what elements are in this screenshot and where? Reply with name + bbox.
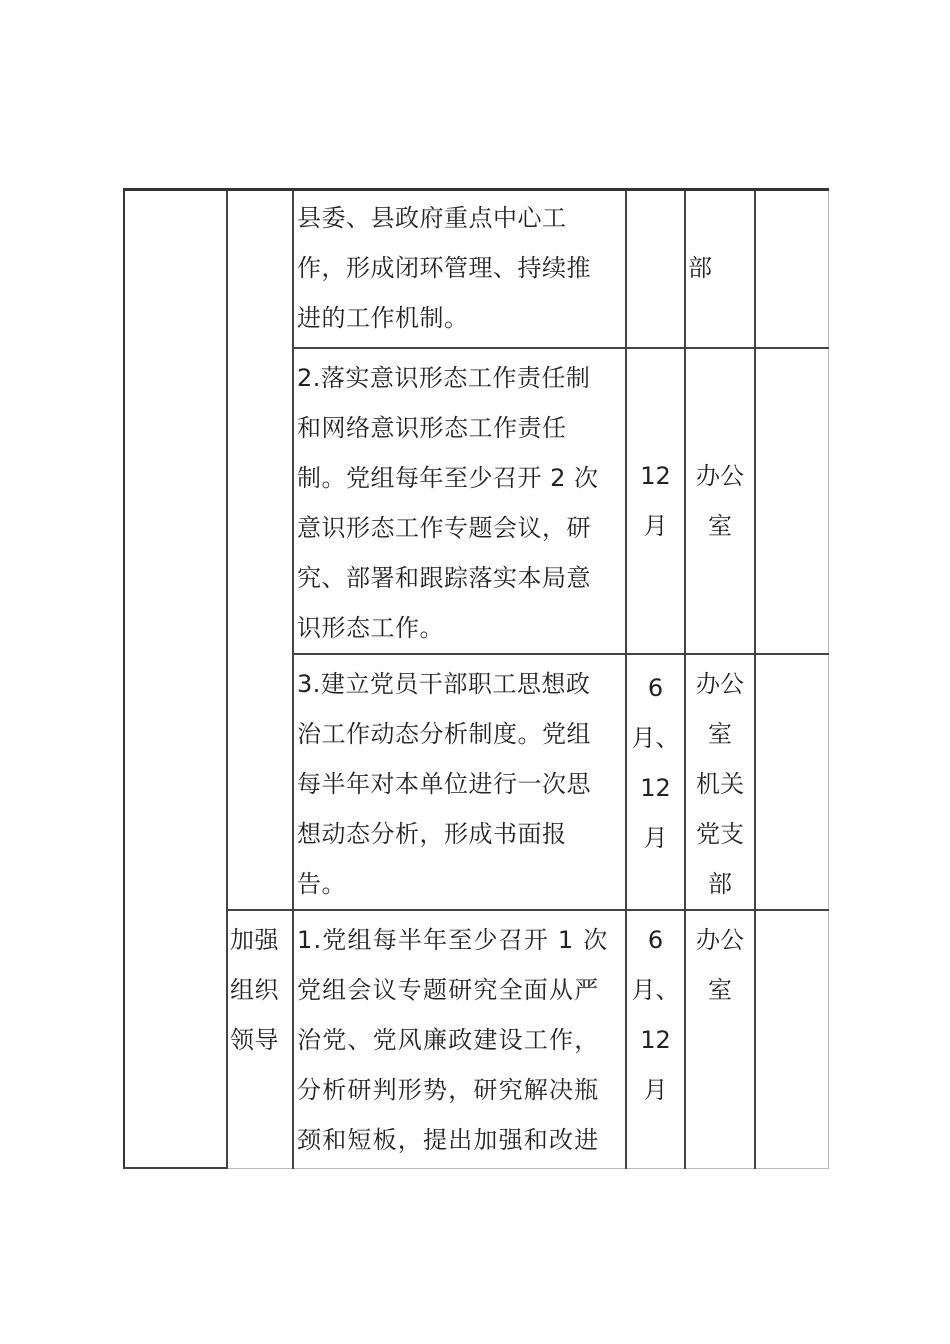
dept-line: 室 (708, 719, 732, 748)
time-cell (626, 348, 685, 654)
content-line: 制。党组每年至少召开 2 次 (297, 463, 599, 492)
notes-cell (755, 910, 828, 1169)
time-cell (626, 654, 685, 910)
content-line: 想动态分析，形成书面报 (297, 819, 567, 848)
time-line: 月、 (631, 723, 680, 752)
time-line: 月 (643, 511, 668, 540)
content-line: 颈和短板，提出加强和改进 (297, 1125, 600, 1154)
content-cell (293, 654, 626, 910)
content-line: 1.党组每半年至少召开 1 次 (297, 925, 609, 954)
dept-cell (685, 910, 755, 1169)
dept-line: 办公 (696, 925, 744, 954)
time-line: 月 (643, 1075, 668, 1104)
time-line: 月、 (631, 975, 680, 1004)
dept-line: 部 (708, 869, 732, 898)
content-line: 县委、县政府重点中心工 (297, 204, 567, 232)
content-line: 意识形态工作专题会议，研 (297, 513, 591, 542)
notes-cell (755, 654, 828, 910)
dept-line: 机关 (696, 769, 744, 798)
table-row (124, 910, 828, 1169)
content-line: 治党、党风廉政建设工作， (297, 1025, 600, 1054)
content-line: 识形态工作。 (297, 613, 444, 642)
content-line: 和网络意识形态工作责任 (297, 413, 567, 442)
dept-line: 部 (688, 254, 712, 282)
content-line: 分析研判形势，研究解决瓶 (297, 1075, 600, 1104)
time-cell (626, 190, 685, 348)
content-line: 党组会议专题研究全面从严 (297, 975, 600, 1004)
content-line: 进的工作机制。 (297, 304, 469, 332)
dept-line: 党支 (696, 819, 744, 848)
task-table (123, 188, 829, 1169)
content-line: 2.落实意识形态工作责任制 (297, 363, 591, 392)
content-cell (293, 910, 626, 1169)
time-line: 6 (647, 673, 664, 702)
dept-cell (685, 190, 755, 348)
category-line: 组织 (230, 975, 279, 1004)
content-line: 究、部署和跟踪落实本局意 (297, 563, 591, 592)
time-cell (626, 910, 685, 1169)
notes-cell (755, 190, 828, 348)
dept-line: 室 (708, 975, 732, 1004)
category-line: 加强 (230, 925, 279, 954)
category-line: 领导 (230, 1025, 279, 1054)
category-cell (227, 910, 293, 1169)
dept-cell (685, 348, 755, 654)
notes-cell (755, 348, 828, 654)
dept-line: 办公 (696, 669, 744, 698)
time-line: 12 (640, 461, 671, 490)
content-cell (293, 190, 626, 348)
time-line: 月 (643, 823, 668, 852)
time-line: 6 (647, 925, 664, 954)
dept-line: 室 (708, 511, 732, 540)
content-line: 3.建立党员干部职工思想政 (297, 669, 591, 698)
primary-category-cell (124, 190, 227, 1169)
table-row (124, 190, 828, 348)
time-line: 12 (640, 773, 671, 802)
content-line: 治工作动态分析制度。党组 (297, 719, 591, 748)
dept-cell (685, 654, 755, 910)
content-line: 每半年对本单位进行一次思 (297, 769, 591, 798)
time-line: 12 (640, 1025, 671, 1054)
content-cell (293, 348, 626, 654)
content-line: 作，形成闭环管理、持续推 (297, 254, 591, 282)
category-cell (227, 190, 293, 910)
dept-line: 办公 (696, 461, 744, 490)
content-line: 告。 (297, 869, 346, 898)
